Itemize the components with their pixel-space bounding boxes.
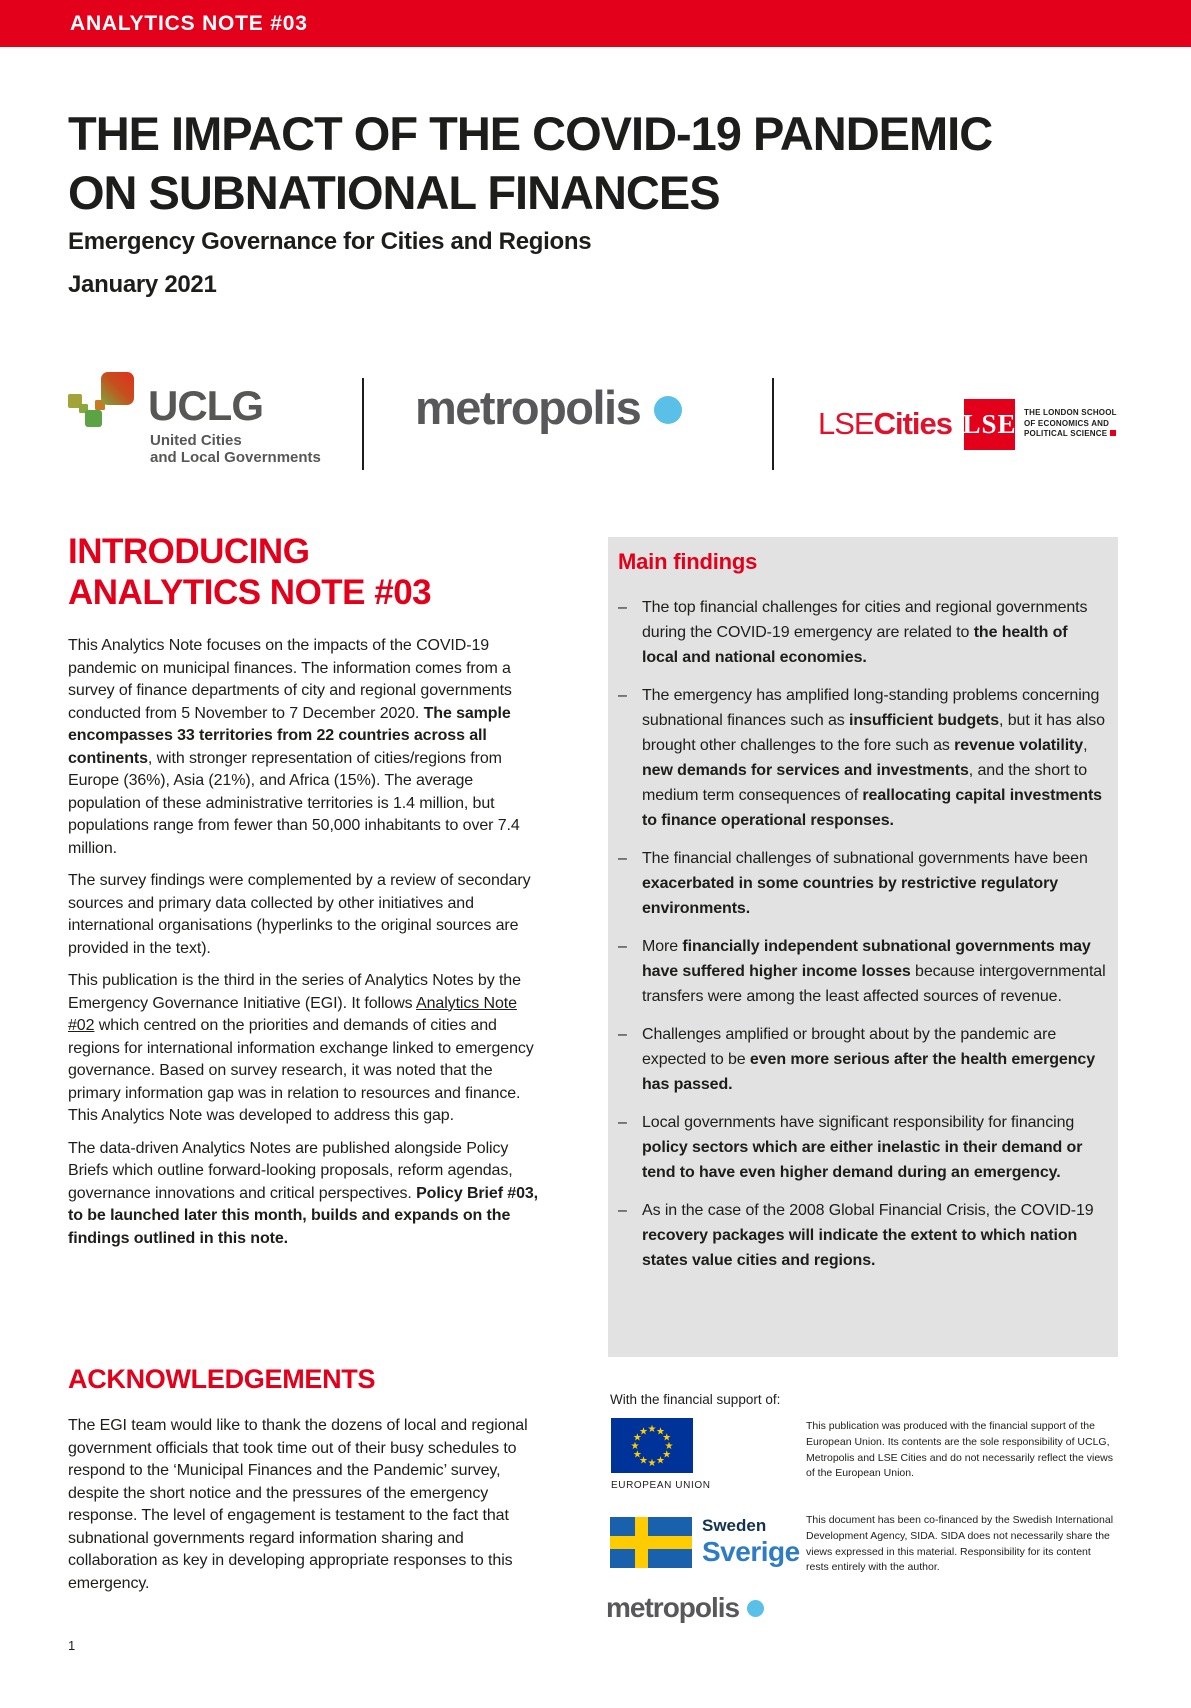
paragraph xyxy=(68,1138,540,1251)
text-segment: which centred on the priorities and demands of cities and regions for international information exchange linked to emergency governance. Based on survey research, it was noted that the primary information gap was in relation to resources and finance. This Analytics Note was developed to address this gap. xyxy=(68,1017,534,1124)
uclg-wordmark: UCLG xyxy=(148,382,263,429)
text-segment: The sample encompasses 33 territories from 22 countries across all continents xyxy=(68,704,511,767)
text-segment: , with stronger representation of cities/regions from Europe (36%), Asia (21%), and Africa (15%). The average population of these administrative territories is 1.4 million, but populations range from fewer than 50,000 inhabitants to over 7.4 million. xyxy=(68,749,520,857)
finding-item xyxy=(618,1022,1106,1097)
main-title xyxy=(68,104,992,222)
lse-name-line3-text: POLITICAL SCIENCE xyxy=(1024,429,1108,438)
text-segment: new demands for services and investments xyxy=(642,762,969,779)
text-segment: even more serious after the health emergency has passed. xyxy=(642,1051,1095,1093)
lse-logo xyxy=(964,399,1015,450)
metropolis-logo xyxy=(415,380,682,435)
acknowledgements-paragraph: The EGI team would like to thank the dozens of local and regional government officials that took time out of their busy schedules to respond to the ‘Municipal Finances and the Pandemic’ survey, despite the short notice and the pressures of the emergency response. The level of engagement is testament to the fact that subnational governments regard information sharing and collaboration as key in developing appropriate responses to this emergency. xyxy=(68,1417,528,1592)
finding-text xyxy=(642,595,1106,670)
title-line-1: THE IMPACT OF THE COVID-19 PANDEMIC xyxy=(68,107,993,160)
finding-item xyxy=(618,934,1106,1009)
svg-text:★: ★ xyxy=(647,1458,657,1469)
metropolis-wordmark: metropolis xyxy=(415,381,641,434)
lse-name-line2: OF ECONOMICS AND xyxy=(1024,418,1110,428)
finding-text xyxy=(642,1198,1106,1273)
text-segment: the health of local and national economies. xyxy=(642,624,1068,666)
svg-text:★: ★ xyxy=(662,1432,672,1444)
text-segment: policy sectors which are either inelastic in their demand or tend to have even higher demand during an emergency. xyxy=(642,1139,1083,1181)
subtitle: Emergency Governance for Cities and Regions xyxy=(68,228,592,255)
finding-item xyxy=(618,683,1106,833)
lse-acronym: LSE xyxy=(962,409,1017,439)
text-segment: exacerbated in some countries by restrictive regulatory environments. xyxy=(642,875,1059,917)
banner-label: ANALYTICS NOTE #03 xyxy=(70,12,308,35)
text-segment: , but it has also brought other challenges to the fore such as xyxy=(642,712,1105,754)
svg-text:★: ★ xyxy=(632,1449,642,1461)
svg-text:★: ★ xyxy=(639,1455,648,1467)
svg-text:★: ★ xyxy=(656,1426,665,1438)
text-segment: The data-driven Analytics Notes are published alongside Policy Briefs which outline forward-looking proposals, reform agendas, governance innovations and critical perspectives. xyxy=(68,1139,513,1202)
text-segment: , xyxy=(1083,737,1088,754)
bullet-dash: – xyxy=(618,938,627,955)
sverige-wordmark: Sverige xyxy=(702,1536,800,1567)
page-number: 1 xyxy=(68,1638,76,1653)
acknowledgements-heading: ACKNOWLEDGEMENTS xyxy=(68,1364,376,1394)
finding-text xyxy=(642,934,1106,1009)
text-segment: Local governments have significant responsibility for financing xyxy=(642,1114,1075,1131)
lse-red-square-icon xyxy=(1110,430,1116,436)
svg-text:★: ★ xyxy=(656,1455,665,1467)
metropolis-dot-icon xyxy=(654,396,682,424)
metropolis-footer-wordmark: metropolis xyxy=(606,1592,740,1623)
text-segment: The emergency has amplified long-standing problems concerning subnational finances such as xyxy=(642,687,1100,729)
finding-text xyxy=(642,846,1106,921)
intro-heading-line1: INTRODUCING xyxy=(68,532,310,571)
acknowledgements-section xyxy=(68,1364,540,1595)
svg-text:★: ★ xyxy=(639,1426,648,1438)
text-segment: As in the case of the 2008 Global Financial Crisis, the COVID-19 xyxy=(642,1202,1094,1219)
link[interactable]: Analytics Note #02 xyxy=(68,994,517,1034)
text-segment: This Analytics Note focuses on the impacts of the COVID-19 pandemic on municipal finances. The information comes from a survey of finance departments of city and regional governments conducted from 5 November to 7 December 2020. xyxy=(68,637,512,722)
text-segment: More xyxy=(642,938,683,955)
uclg-tagline xyxy=(150,432,321,466)
logo-divider xyxy=(362,378,364,470)
finding-item xyxy=(618,1198,1106,1273)
main-findings-heading: Main findings xyxy=(618,549,758,574)
finding-text xyxy=(642,1110,1106,1185)
findings-list xyxy=(618,595,1106,1273)
text-segment: recovery packages will indicate the extent to which nation states value cities and regions. xyxy=(642,1227,1078,1269)
sweden-wordmark: Sweden xyxy=(702,1516,767,1535)
svg-text:★: ★ xyxy=(662,1449,672,1461)
lse-cities-bold: Cities xyxy=(873,406,953,441)
bullet-dash: – xyxy=(618,1026,627,1043)
bullet-dash: – xyxy=(618,1202,627,1219)
lse-school-name xyxy=(1024,408,1117,440)
uclg-tagline-line1: United Cities xyxy=(150,432,242,449)
intro-section xyxy=(68,531,540,1250)
intro-heading-line2: ANALYTICS NOTE #03 xyxy=(68,573,432,612)
bullet-dash: – xyxy=(618,599,627,616)
lse-cities-logo xyxy=(818,406,952,442)
svg-text:★: ★ xyxy=(630,1441,640,1452)
lse-name-line3 xyxy=(1024,429,1117,440)
metropolis-footer-dot-icon xyxy=(747,1600,764,1617)
text-segment: Policy Brief #03, to be launched later this month, builds and expands on the findings outlined in this note. xyxy=(68,1184,539,1247)
paragraph xyxy=(68,870,540,960)
text-segment: because intergovernmental transfers were among the least affected sources of revenue. xyxy=(642,963,1106,1005)
funding-note-sida: This document has been co-financed by the Swedish International Development Agency, SIDA. SIDA does not necessarily share the views expressed in this material. Responsibility for its content rests entirely with the author. xyxy=(806,1514,1114,1574)
bullet-dash: – xyxy=(618,687,627,704)
intro-heading xyxy=(68,531,540,613)
publication-date: January 2021 xyxy=(68,271,217,298)
uclg-tagline-line2: and Local Governments xyxy=(150,449,321,466)
text-segment: This publication is the third in the series of Analytics Notes by the Emergency Governance Initiative (EGI). It follows xyxy=(68,972,521,1012)
title-line-2: ON SUBNATIONAL FINANCES xyxy=(68,166,720,219)
finding-text xyxy=(642,1022,1106,1097)
eu-flag xyxy=(611,1418,693,1473)
svg-text:★: ★ xyxy=(664,1441,674,1452)
funding-label: With the financial support of: xyxy=(610,1392,781,1407)
eu-flag-caption: EUROPEAN UNION xyxy=(611,1480,711,1491)
bullet-dash: – xyxy=(618,1114,627,1131)
text-segment: reallocating capital investments to finance operational responses. xyxy=(642,787,1102,829)
text-segment: The top financial challenges for cities and regional governments during the COVID-19 emergency are related to xyxy=(642,599,1088,641)
finding-item xyxy=(618,846,1106,921)
lse-cities-thin: LSE xyxy=(818,406,874,441)
metropolis-footer-logo xyxy=(606,1592,764,1624)
finding-item xyxy=(618,1110,1106,1185)
text-segment: The financial challenges of subnational governments have been xyxy=(642,850,1088,867)
text-segment: Challenges amplified or brought about by the pandemic are expected to be xyxy=(642,1026,1057,1068)
text-segment: The survey findings were complemented by a review of secondary sources and primary data collected by other initiatives and international organisations (hyperlinks to the original sources are provided in the text). xyxy=(68,872,531,957)
text-segment: insufficient budgets xyxy=(849,712,1000,729)
paragraph xyxy=(68,970,540,1128)
intro-paragraphs xyxy=(68,635,540,1250)
paragraph xyxy=(68,635,540,860)
svg-text:★: ★ xyxy=(647,1424,657,1435)
lse-name-line1: THE LONDON SCHOOL xyxy=(1024,408,1117,417)
top-banner xyxy=(0,0,1191,47)
finding-text xyxy=(642,683,1106,833)
uclg-pixel-icon xyxy=(68,370,136,434)
logo-divider xyxy=(772,378,774,470)
sweden-flag-cross-horizontal xyxy=(610,1536,692,1549)
svg-text:★: ★ xyxy=(632,1432,642,1444)
funding-note-eu: This publication was produced with the financial support of the European Union. Its contents are the sole responsibility of UCLG, Metropolis and LSE Cities and do not necessarily reflect the views of the European Union. xyxy=(806,1420,1113,1480)
bullet-dash: – xyxy=(618,850,627,867)
sweden-flag xyxy=(610,1517,692,1568)
main-findings-box xyxy=(608,537,1118,1357)
text-segment: , and the short to medium term consequences of xyxy=(642,762,1088,804)
finding-item xyxy=(618,595,1106,670)
text-segment: revenue volatility xyxy=(954,737,1084,754)
text-segment: financially independent subnational governments may have suffered higher income losses xyxy=(642,938,1091,980)
